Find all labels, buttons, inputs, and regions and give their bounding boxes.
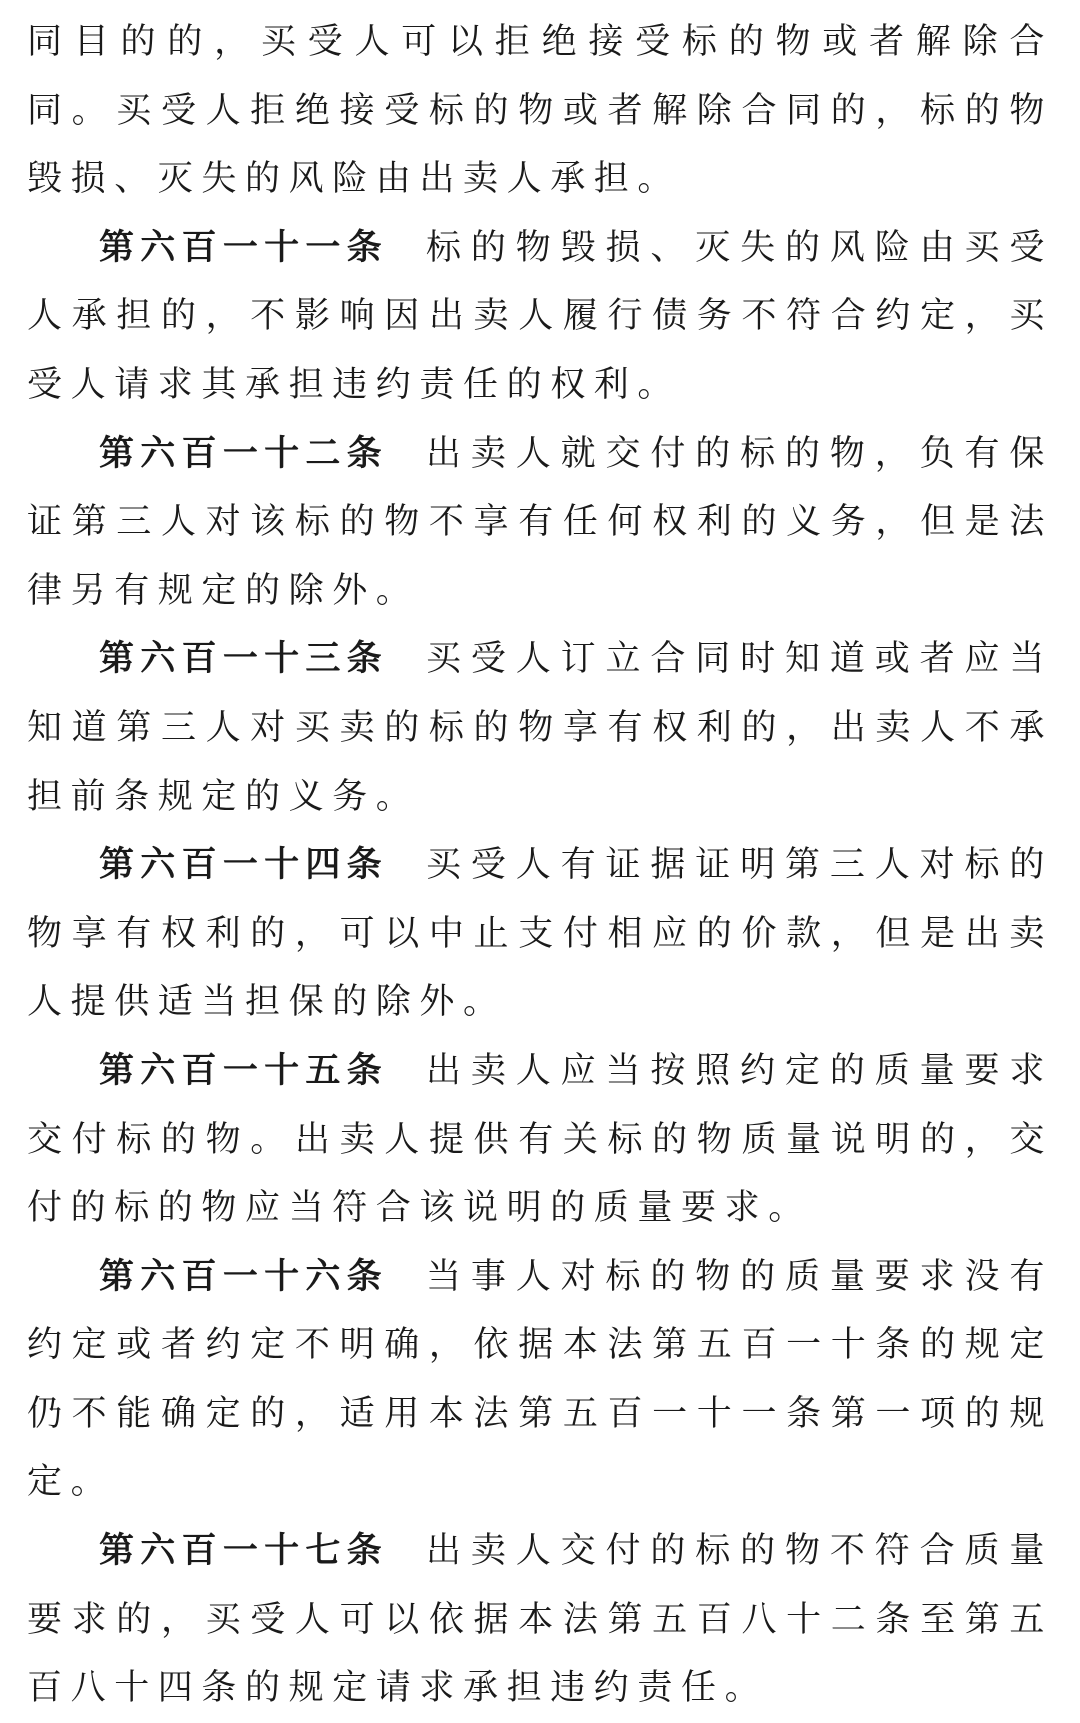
document-page [0, 8, 1080, 1709]
article-text: 买受人有证据证明第三人对标的物享有权利的，可以中止支付相应的价款，但是出卖人提供适当担保的除外。 [27, 845, 1053, 1023]
article-text: 出卖人就交付的标的物，负有保证第三人对该标的物不享有任何权利的义务，但是法律另有规定的除外。 [27, 433, 1053, 611]
article-text: 标的物毁损、灭失的风险由买受人承担的，不影响因出卖人履行债务不符合约定，买受人请求其承担违约责任的权利。 [27, 227, 1053, 405]
article-611 [27, 214, 1053, 420]
article-text: 买受人订立合同时知道或者应当知道第三人对买卖的标的物享有权利的，出卖人不承担前条规定的义务。 [27, 639, 1053, 817]
article-number: 第六百一十五条 [99, 1050, 388, 1091]
continued-paragraph [27, 8, 1053, 214]
article-612 [27, 420, 1053, 626]
paragraph-text: 同目的的，买受人可以拒绝接受标的物或者解除合同。买受人拒绝接受标的物或者解除合同的，标的物毁损、灭失的风险由出卖人承担。 [27, 22, 1053, 200]
article-text: 出卖人交付的标的物不符合质量要求的，买受人可以依据本法第五百八十二条至第五百八十四条的规定请求承担违约责任。 [27, 1531, 1053, 1709]
article-text: 当事人对标的物的质量要求没有约定或者约定不明确，依据本法第五百一十条的规定仍不能确定的，适用本法第五百一十一条第一项的规定。 [27, 1256, 1053, 1503]
article-number: 第六百一十一条 [99, 227, 388, 268]
article-616 [27, 1243, 1053, 1517]
article-number: 第六百一十四条 [99, 845, 388, 886]
article-number: 第六百一十七条 [99, 1531, 388, 1572]
article-number: 第六百一十六条 [99, 1256, 388, 1297]
article-number: 第六百一十二条 [99, 433, 388, 474]
article-615 [27, 1037, 1053, 1243]
article-number: 第六百一十三条 [99, 639, 388, 680]
article-613 [27, 625, 1053, 831]
article-617 [27, 1517, 1053, 1723]
article-text: 出卖人应当按照约定的质量要求交付标的物。出卖人提供有关标的物质量说明的，交付的标的物应当符合该说明的质量要求。 [27, 1050, 1053, 1229]
article-614 [27, 831, 1053, 1037]
